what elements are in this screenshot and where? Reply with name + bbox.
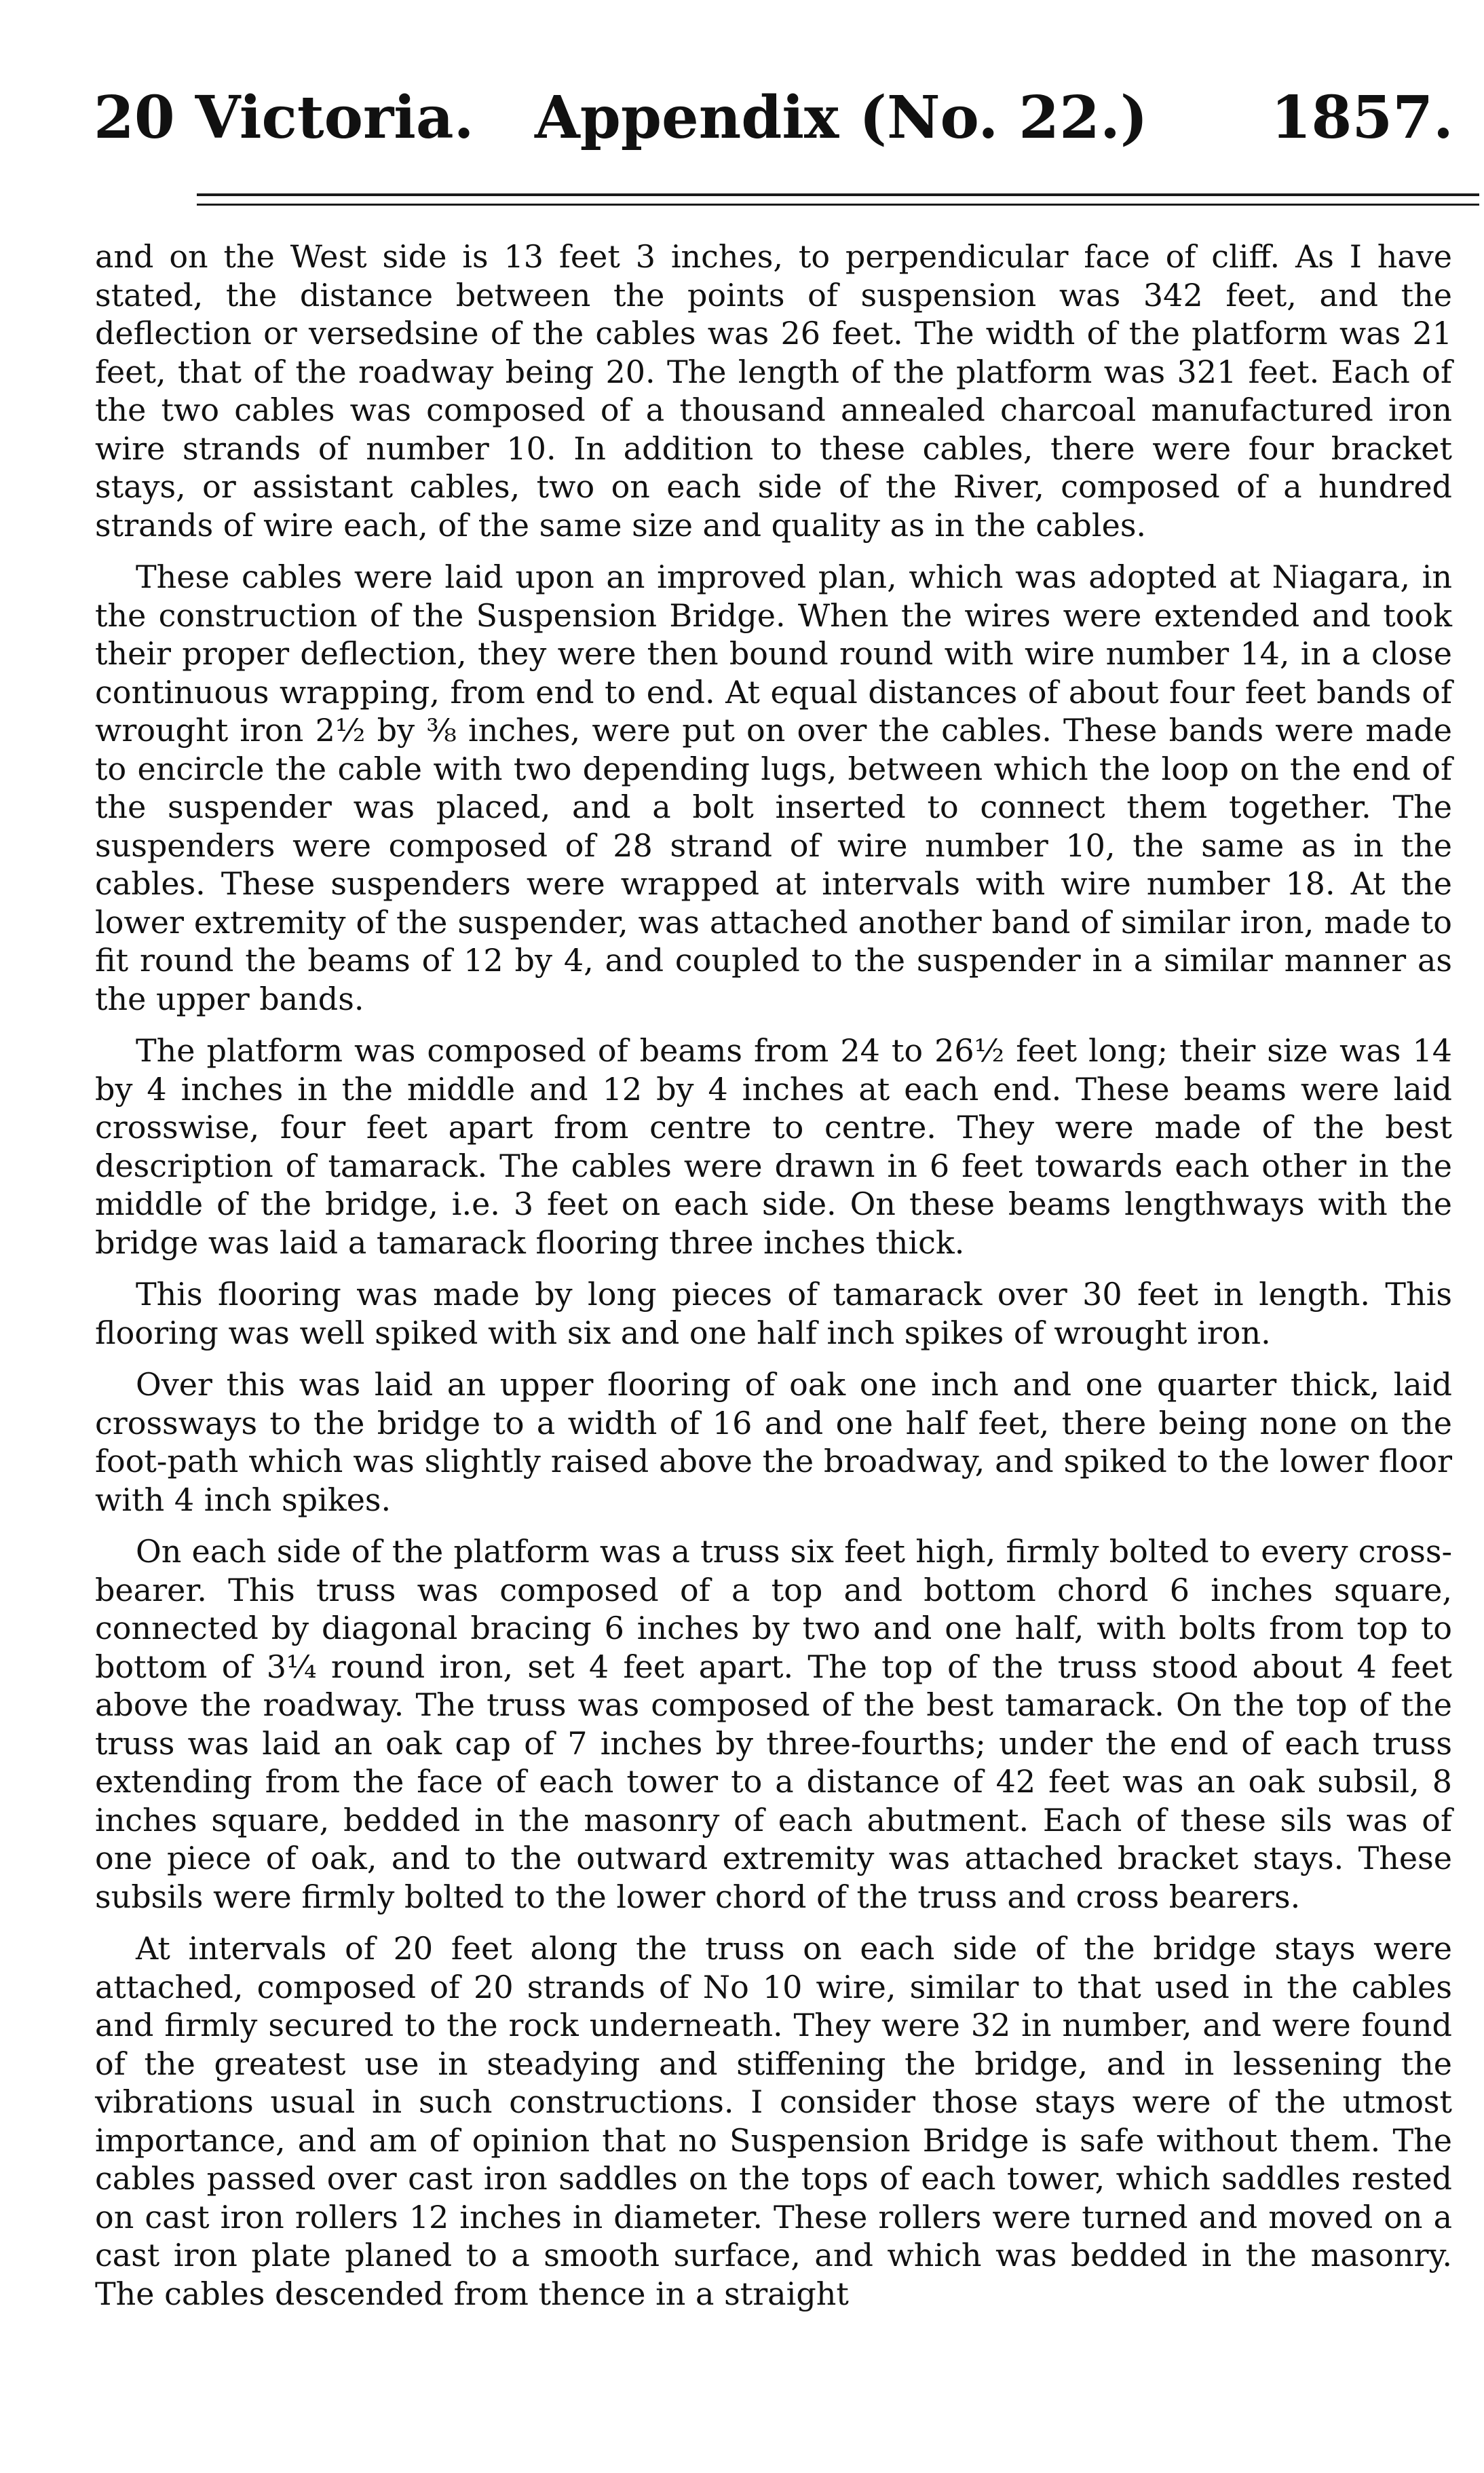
page-body — [95, 238, 1452, 2326]
year-label: 1857. — [1270, 83, 1453, 152]
header-rule-top — [197, 193, 1479, 196]
header-rule-bottom — [197, 204, 1479, 206]
paragraph-1: and on the West side is 13 feet 3 inches, to perpendicular face of cliff. As I have stated, the distance between the points of suspension was 342 feet, and the deflection or versedsine of the cables was 26 feet. The width of the platform was 21 feet, that of the roadway being 20. The length of the platform was 321 feet. Each of the two cables was composed of a thousand annealed charcoal manufactured iron wire strands of number 10. In addition to these cables, there were four bracket stays, or assistant cables, two on each side of the River, composed of a hundred strands of wire each, of the same size and quality as in the cables. — [95, 238, 1452, 544]
paragraph-5: Over this was laid an upper flooring of oak one inch and one quarter thick, laid crossways to the bridge to a width of 16 and one half feet, there being none on the foot-path which was slightly raised above the broadway, and spiked to the lower floor with 4 inch spikes. — [95, 1366, 1452, 1518]
session-label: 20 Victoria. — [94, 83, 474, 152]
paragraph-3: The platform was composed of beams from 24 to 26½ feet long; their size was 14 by 4 inches in the middle and 12 by 4 inches at each end. These beams were laid crosswise, four feet apart from centre to centre. They were made of the best description of tamarack. The cables were drawn in 6 feet towards each other in the middle of the bridge, i.e. 3 feet on each side. On these beams lengthways with the bridge was laid a tamarack flooring three inches thick. — [95, 1032, 1452, 1261]
paragraph-6: On each side of the platform was a truss six feet high, firmly bolted to every cross-bearer. This truss was composed of a top and bottom chord 6 inches square, connected by diagonal bracing 6 inches by two and one half, with bolts from top to bottom of 3¼ round iron, set 4 feet apart. The top of the truss stood about 4 feet above the roadway. The truss was composed of the best tamarack. On the top of the truss was laid an oak cap of 7 inches by three-fourths; under the end of each truss extending from the face of each tower to a distance of 42 feet was an oak subsil, 8 inches square, bedded in the masonry of each abutment. Each of these sils was of one piece of oak, and to the outward extremity was attached bracket stays. These subsils were firmly bolted to the lower chord of the truss and cross bearers. — [95, 1533, 1452, 1915]
paragraph-2: These cables were laid upon an improved plan, which was adopted at Niagara, in the construction of the Suspension Bridge. When the wires were extended and took their proper deflection, they were then bound round with wire number 14, in a close continuous wrapping, from end to end. At equal distances of about four feet bands of wrought iron 2½ by ⅜ inches, were put on over the cables. These bands were made to encircle the cable with two depending lugs, between which the loop on the end of the suspender was placed, and a bolt inserted to connect them together. The suspenders were composed of 28 strand of wire number 10, the same as in the cables. These suspenders were wrapped at intervals with wire number 18. At the lower extremity of the suspender, was attached another band of similar iron, made to fit round the beams of 12 by 4, and coupled to the suspender in a similar manner as the upper bands. — [95, 559, 1452, 1017]
paragraph-4: This flooring was made by long pieces of tamarack over 30 feet in length. This flooring was well spiked with six and one half inch spikes of wrought iron. — [95, 1276, 1452, 1351]
appendix-title: Appendix (No. 22.) — [535, 83, 1148, 152]
paragraph-7: At intervals of 20 feet along the truss on each side of the bridge stays were attached, composed of 20 strands of No 10 wire, similar to that used in the cables and firmly secured to the rock underneath. They were 32 in number, and were found of the greatest use in steadying and stiffening the bridge, and in lessening the vibrations usual in such constructions. I consider those stays were of the utmost importance, and am of opinion that no Suspension Bridge is safe without them. The cables passed over cast iron saddles on the tops of each tower, which saddles rested on cast iron rollers 12 inches in diameter. These rollers were turned and moved on a cast iron plate planed to a smooth surface, and which was bedded in the masonry. The cables descended from thence in a straight — [95, 1930, 1452, 2312]
page-header — [94, 80, 1453, 156]
